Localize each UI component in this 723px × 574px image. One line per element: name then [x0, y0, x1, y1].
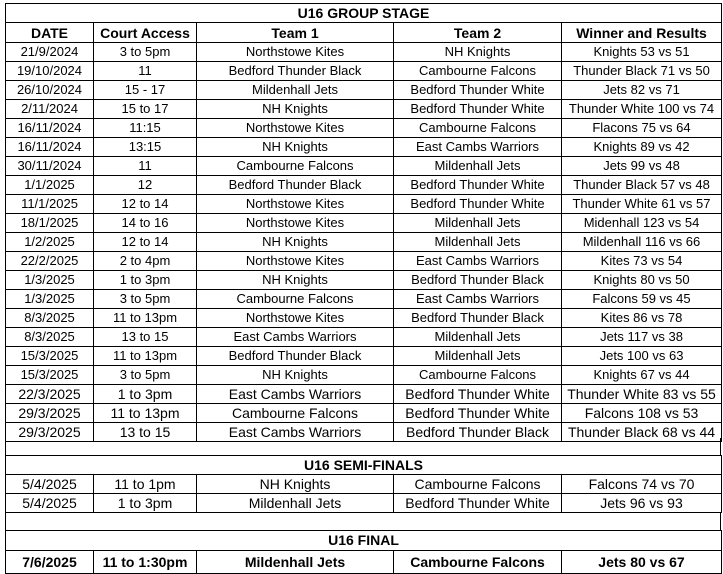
team-1-cell: Northstowe Kites — [197, 252, 394, 271]
table-row — [6, 195, 722, 214]
court-access-cell: 14 to 16 — [94, 214, 197, 233]
team-2-cell: Bedford Thunder White — [394, 404, 562, 423]
result-cell: Falcons 108 vs 53 — [562, 404, 722, 423]
date-cell: 19/10/2024 — [6, 62, 94, 81]
header-team-1: Team 1 — [197, 23, 394, 43]
result-cell: Thunder White 83 vs 55 — [562, 385, 722, 404]
team-1-cell: Bedford Thunder Black — [197, 62, 394, 81]
team-2-cell: East Cambs Warriors — [394, 252, 562, 271]
date-cell: 15/3/2025 — [6, 366, 94, 385]
court-access-cell: 1 to 3pm — [94, 494, 197, 513]
team-1-cell: Northstowe Kites — [197, 214, 394, 233]
date-cell: 1/1/2025 — [6, 176, 94, 195]
team-1-cell: Mildenhall Jets — [197, 81, 394, 100]
team-2-cell: Bedford Thunder Black — [394, 423, 562, 442]
team-2-cell: Mildenhall Jets — [394, 157, 562, 176]
team-2-cell: Bedford Thunder White — [394, 100, 562, 119]
date-cell: 2/11/2024 — [6, 100, 94, 119]
result-cell: Thunder Black 71 vs 50 — [562, 62, 722, 81]
spacer-row — [5, 438, 721, 455]
team-2-cell: Mildenhall Jets — [394, 214, 562, 233]
court-access-cell: 13 to 15 — [94, 328, 197, 347]
table-row — [6, 404, 722, 423]
table-row — [6, 43, 722, 62]
team-1-cell: Mildenhall Jets — [197, 494, 394, 513]
team-2-cell: Cambourne Falcons — [394, 62, 562, 81]
result-cell: Jets 80 vs 67 — [562, 551, 722, 574]
date-cell: 1/3/2025 — [6, 290, 94, 309]
group-stage-title: U16 GROUP STAGE — [6, 4, 722, 23]
table-row — [6, 551, 722, 574]
court-access-cell: 3 to 5pm — [94, 366, 197, 385]
court-access-cell: 11 — [94, 157, 197, 176]
semi-finals-title: U16 SEMI-FINALS — [6, 456, 722, 475]
date-cell: 8/3/2025 — [6, 328, 94, 347]
court-access-cell: 3 to 5pm — [94, 290, 197, 309]
table-row — [6, 119, 722, 138]
date-cell: 21/9/2024 — [6, 43, 94, 62]
court-access-cell: 11 to 1:30pm — [94, 551, 197, 574]
result-cell: Falcons 74 vs 70 — [562, 475, 722, 494]
date-cell: 5/4/2025 — [6, 475, 94, 494]
result-cell: Thunder Black 68 vs 44 — [562, 423, 722, 442]
court-access-cell: 11:15 — [94, 119, 197, 138]
date-cell: 22/3/2025 — [6, 385, 94, 404]
date-cell: 26/10/2024 — [6, 81, 94, 100]
team-2-cell: Mildenhall Jets — [394, 233, 562, 252]
team-1-cell: NH Knights — [197, 271, 394, 290]
court-access-cell: 11 — [94, 62, 197, 81]
team-1-cell: Cambourne Falcons — [197, 290, 394, 309]
table-row — [6, 494, 722, 513]
court-access-cell: 11 to 13pm — [94, 309, 197, 328]
court-access-cell: 13:15 — [94, 138, 197, 157]
team-2-cell: Cambourne Falcons — [394, 551, 562, 574]
table-row — [6, 252, 722, 271]
table-row — [6, 233, 722, 252]
team-1-cell: Northstowe Kites — [197, 43, 394, 62]
table-row — [6, 176, 722, 195]
table-row — [6, 328, 722, 347]
team-1-cell: Northstowe Kites — [197, 195, 394, 214]
result-cell: Jets 99 vs 48 — [562, 157, 722, 176]
table-row — [6, 138, 722, 157]
team-1-cell: Cambourne Falcons — [197, 157, 394, 176]
team-1-cell: East Cambs Warriors — [197, 385, 394, 404]
table-row — [6, 271, 722, 290]
table-row — [6, 290, 722, 309]
result-cell: Thunder White 61 vs 57 — [562, 195, 722, 214]
table-row — [6, 157, 722, 176]
table-row — [6, 309, 722, 328]
result-cell: Flacons 75 vs 64 — [562, 119, 722, 138]
team-1-cell: Northstowe Kites — [197, 119, 394, 138]
date-cell: 8/3/2025 — [6, 309, 94, 328]
date-cell: 11/1/2025 — [6, 195, 94, 214]
table-row — [6, 62, 722, 81]
result-cell: Kites 73 vs 54 — [562, 252, 722, 271]
team-2-cell: NH Knights — [394, 43, 562, 62]
team-1-cell: Cambourne Falcons — [197, 404, 394, 423]
team-2-cell: Bedford Thunder Black — [394, 271, 562, 290]
result-cell: Kites 86 vs 78 — [562, 309, 722, 328]
team-2-cell: East Cambs Warriors — [394, 138, 562, 157]
header-winner-results: Winner and Results — [562, 23, 722, 43]
team-2-cell: Bedford Thunder Black — [394, 309, 562, 328]
team-2-cell: Cambourne Falcons — [394, 366, 562, 385]
date-cell: 30/11/2024 — [6, 157, 94, 176]
team-1-cell: East Cambs Warriors — [197, 423, 394, 442]
team-1-cell: Mildenhall Jets — [197, 551, 394, 574]
date-cell: 1/2/2025 — [6, 233, 94, 252]
result-cell: Knights 89 vs 42 — [562, 138, 722, 157]
team-1-cell: NH Knights — [197, 138, 394, 157]
result-cell: Thunder Black 57 vs 48 — [562, 176, 722, 195]
result-cell: Falcons 59 vs 45 — [562, 290, 722, 309]
result-cell: Knights 67 vs 44 — [562, 366, 722, 385]
team-1-cell: Bedford Thunder Black — [197, 176, 394, 195]
court-access-cell: 12 to 14 — [94, 233, 197, 252]
team-2-cell: Cambourne Falcons — [394, 475, 562, 494]
team-1-cell: East Cambs Warriors — [197, 328, 394, 347]
semi-finals-table — [5, 455, 722, 513]
court-access-cell: 3 to 5pm — [94, 43, 197, 62]
date-cell: 7/6/2025 — [6, 551, 94, 574]
date-cell: 5/4/2025 — [6, 494, 94, 513]
result-cell: Jets 117 vs 38 — [562, 328, 722, 347]
team-2-cell: Cambourne Falcons — [394, 119, 562, 138]
date-cell: 22/2/2025 — [6, 252, 94, 271]
court-access-cell: 12 — [94, 176, 197, 195]
table-row — [6, 100, 722, 119]
table-row — [6, 214, 722, 233]
final-title: U16 FINAL — [6, 531, 722, 551]
court-access-cell: 1 to 3pm — [94, 385, 197, 404]
date-cell: 29/3/2025 — [6, 404, 94, 423]
table-row — [6, 475, 722, 494]
table-row — [6, 385, 722, 404]
table-row — [6, 366, 722, 385]
team-2-cell: Bedford Thunder White — [394, 195, 562, 214]
team-2-cell: Mildenhall Jets — [394, 347, 562, 366]
team-1-cell: Bedford Thunder Black — [197, 347, 394, 366]
team-1-cell: NH Knights — [197, 100, 394, 119]
team-2-cell: Mildenhall Jets — [394, 328, 562, 347]
date-cell: 1/3/2025 — [6, 271, 94, 290]
team-2-cell: Bedford Thunder White — [394, 176, 562, 195]
court-access-cell: 1 to 3pm — [94, 271, 197, 290]
date-cell: 29/3/2025 — [6, 423, 94, 442]
team-2-cell: Bedford Thunder White — [394, 494, 562, 513]
result-cell: Jets 82 vs 71 — [562, 81, 722, 100]
result-cell: Jets 96 vs 93 — [562, 494, 722, 513]
result-cell: Knights 80 vs 50 — [562, 271, 722, 290]
team-2-cell: Bedford Thunder White — [394, 81, 562, 100]
date-cell: 18/1/2025 — [6, 214, 94, 233]
date-cell: 15/3/2025 — [6, 347, 94, 366]
header-court-access: Court Access — [94, 23, 197, 43]
final-table — [5, 530, 722, 574]
court-access-cell: 2 to 4pm — [94, 252, 197, 271]
team-2-cell: Bedford Thunder White — [394, 385, 562, 404]
court-access-cell: 11 to 1pm — [94, 475, 197, 494]
court-access-cell: 11 to 13pm — [94, 347, 197, 366]
result-cell: Mildenhall 116 vs 66 — [562, 233, 722, 252]
court-access-cell: 12 to 14 — [94, 195, 197, 214]
team-2-cell: East Cambs Warriors — [394, 290, 562, 309]
result-cell: Jets 100 vs 63 — [562, 347, 722, 366]
group-stage-table — [5, 3, 722, 442]
court-access-cell: 15 to 17 — [94, 100, 197, 119]
court-access-cell: 11 to 13pm — [94, 404, 197, 423]
team-1-cell: NH Knights — [197, 233, 394, 252]
team-1-cell: NH Knights — [197, 366, 394, 385]
date-cell: 16/11/2024 — [6, 138, 94, 157]
table-row — [6, 81, 722, 100]
court-access-cell: 13 to 15 — [94, 423, 197, 442]
result-cell: Knights 53 vs 51 — [562, 43, 722, 62]
table-row — [6, 347, 722, 366]
result-cell: Midenhall 123 vs 54 — [562, 214, 722, 233]
header-date: DATE — [6, 23, 94, 43]
team-1-cell: NH Knights — [197, 475, 394, 494]
court-access-cell: 15 - 17 — [94, 81, 197, 100]
result-cell: Thunder White 100 vs 74 — [562, 100, 722, 119]
team-1-cell: Northstowe Kites — [197, 309, 394, 328]
date-cell: 16/11/2024 — [6, 119, 94, 138]
header-team-2: Team 2 — [394, 23, 562, 43]
spacer-row — [5, 513, 721, 530]
